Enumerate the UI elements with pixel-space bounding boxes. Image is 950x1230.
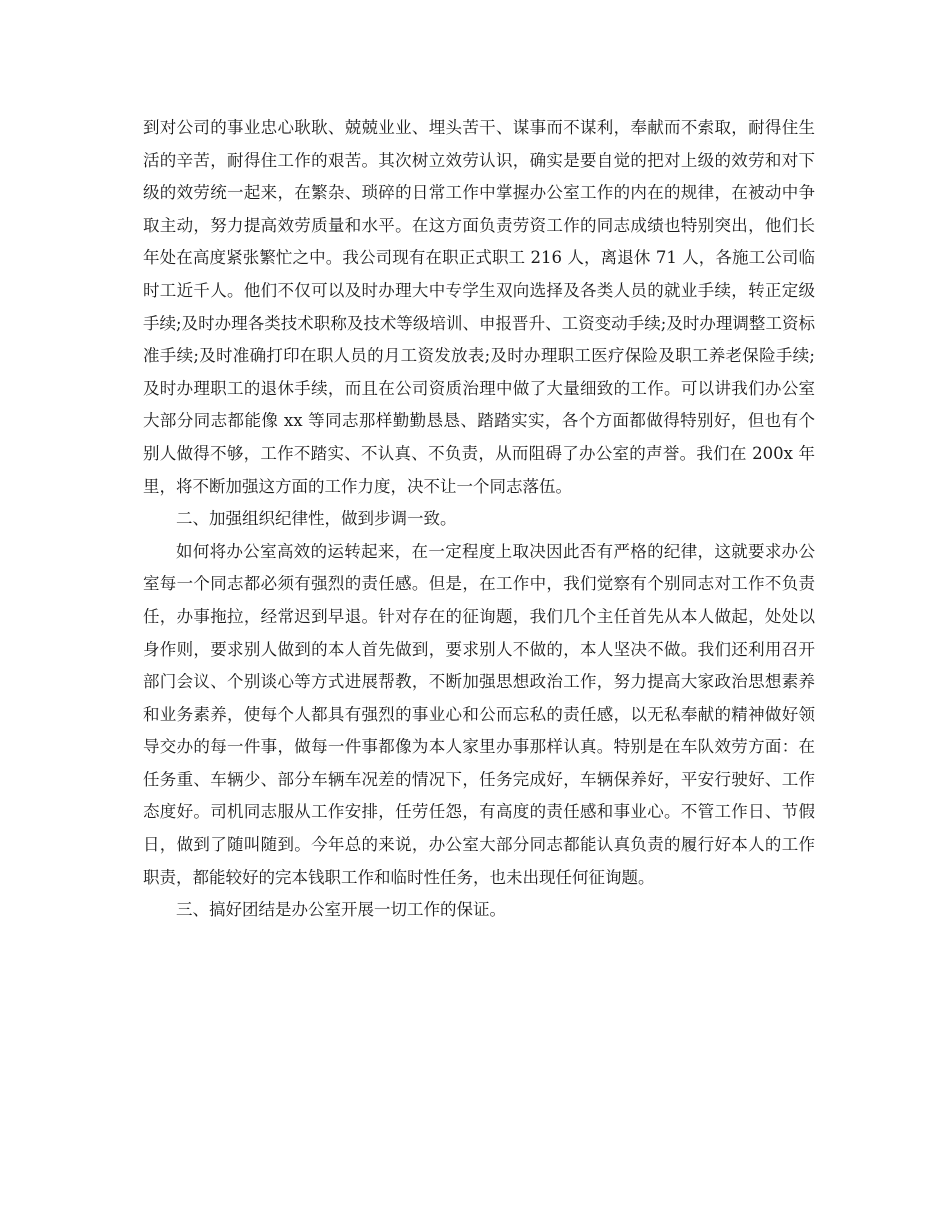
document-body [143,112,815,927]
section-heading-unity: 三、搞好团结是办公室开展一切工作的保证。 [176,900,506,920]
section-heading-discipline: 二、加强组织纪律性，做到步调一致。 [176,509,457,529]
body-paragraph: 如何将办公室高效的运转起来，在一定程度上取决因此否有严格的纪律，这就要求办公室每一个同志都必须有强烈的责任感。但是，在工作中，我们觉察有个别同志对工作不负责任，办事拖拉，经常迟到早退。针对存在的征询题，我们几个主任首先从本人做起，处处以身作则，要求别人做到的本人首先做到，要求别人不做的，本人坚决不做。我们还利用召开部门会议、个别谈心等方式进展帮教，不断加强思想政治工作，努力提高大家政治思想素养和业务素养，使每个人都具有强烈的事业心和公而忘私的责任感，以无私奉献的精神做好领导交办的每一件事，做每一件事都像为本人家里办事那样认真。特别是在车队效劳方面：在任务重、车辆少、部分车辆车况差的情况下，任务完成好，车辆保养好，平安行驶好、工作态度好。司机同志服从工作安排，任劳任怨，有高度的责任感和事业心。不管工作日、节假日，做到了随叫随到。今年总的来说，办公室大部分同志都能认真负责的履行好本人的工作职责，都能较好的完本钱职工作和临时性任务，也未出现任何征询题。 [143,541,815,887]
body-paragraph: 到对公司的事业忠心耿耿、兢兢业业、埋头苦干、谋事而不谋利，奉献而不索取，耐得住生活的辛苦，耐得住工作的艰苦。其次树立效劳认识，确实是要自觉的把对上级的效劳和对下级的效劳统一起来，在繁杂、琐碎的日常工作中掌握办公室工作的内在的规律，在被动中争取主动，努力提高效劳质量和水平。在这方面负责劳资工作的同志成绩也特别突出，他们长年处在高度紧张繁忙之中。我公司现有在职正式职工 216 人，离退休 71 人，各施工公司临时工近千人。他们不仅可以及时办理大中专学生双向选择及各类人员的就业手续，转正定级手续;及时办理各类技术职称及技术等级培训、申报晋升、工资变动手续;及时办理调整工资标准手续;及时准确打印在职人员的月工资发放表;及时办理职工医疗保险及职工养老保险手续;及时办理职工的退休手续，而且在公司资质治理中做了大量细致的工作。可以讲我们办公室大部分同志都能像 xx 等同志那样勤勤恳恳、踏踏实实，各个方面都做得特别好，但也有个别人做得不够，工作不踏实、不认真、不负责，从而阻碍了办公室的声誉。我们在 200x 年里，将不断加强这方面的工作力度，决不让一个同志落伍。 [143,118,815,496]
